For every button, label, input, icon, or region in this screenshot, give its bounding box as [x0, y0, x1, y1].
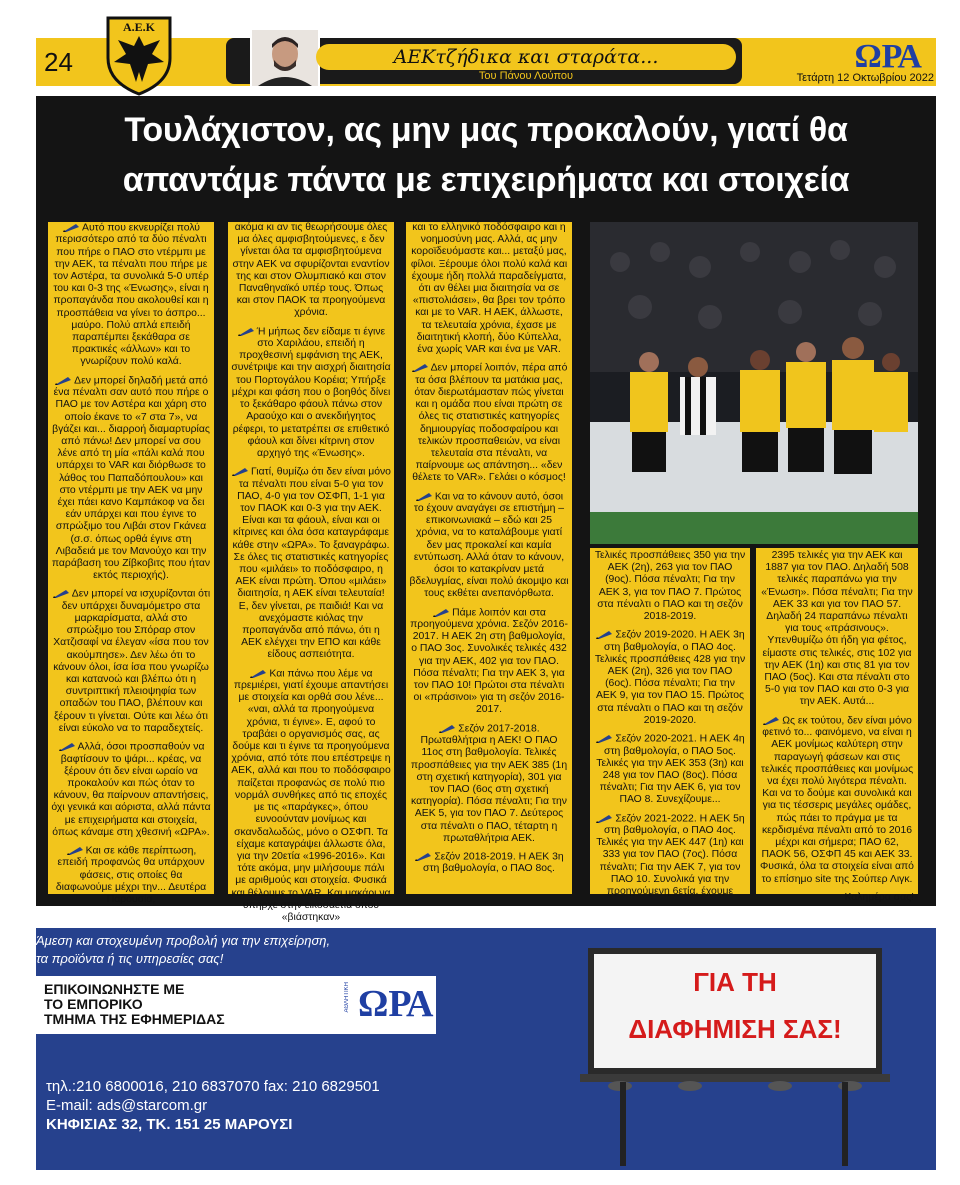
paragraph: Σεζόν 2021-2022. Η ΑΕΚ 5η στη βαθμολογία, ο ΠΑΟ 4ος. Τελικές για την ΑΕΚ 447 (1η) και 333 για τον ΠΑΟ (7ος). Πόσα πέναλτι; Για την ΑΕΚ 7, για τον ΠΑΟ 10. Συνολικά για την προηγούμενη 6ετία, έχουμε: [596, 812, 745, 898]
paragraph: Αλλά, όσοι προσπαθούν να βαφτίσουν το ψάρι... κρέας, να ξέρουν ότι δεν είναι ωραίο να προκαλούν και πώς όταν το κάνουν, θα παίρνουν απαντήσεις, όχι γενικά και αόριστα, αλλά πάντα με επιχειρήματα και στοιχεία, όπως κάναμε στη χθεσινή «ΩΡΑ».: [51, 741, 211, 838]
pen-icon: [414, 851, 432, 862]
article-column-4: [590, 548, 750, 898]
pen-icon: [62, 222, 80, 233]
ad-contact-details: [46, 1077, 380, 1134]
ad-slogan: [36, 932, 396, 968]
paragraph: Σεζόν 2017-2018. Πρωταθλήτρια η ΑΕΚ! Ο ΠΑΟ 11ος στη βαθμολογία. Τελικές προσπάθειες για την ΑΕΚ 385 (1η στη σχετική κατηγορία), 301 για τον ΠΑΟ (6ος στη σχετική κατηγορία). Πόσα πέναλτι; Για την ΑΕΚ 5, για τον ΠΑΟ 7. Δεύτερος στα πέναλτι ο ΠΑΟ, τέταρτη η πρωταθλήτρια ΑΕΚ.: [410, 722, 568, 844]
ad-contact-line-1: ΕΠΙΚΟΙΝΩΝΗΣΤΕ ΜΕ: [44, 981, 185, 997]
headline-line-2: απαντάμε πάντα με επιχειρήματα και στοιχεία: [122, 161, 850, 199]
pen-icon: [415, 491, 433, 502]
ad-address: ΚΗΦΙΣΙΑΣ 32, ΤΚ. 151 25 ΜΑΡΟΥΣΙ: [46, 1116, 293, 1133]
article-column-3: [406, 222, 572, 894]
pen-icon: [231, 466, 249, 477]
article-column-2: [228, 222, 394, 923]
headline-line-1: Τουλάχιστον, ας μην μας προκαλούν, γιατί θα: [124, 111, 848, 149]
pen-icon: [595, 813, 613, 824]
paragraph: Σεζόν 2020-2021. Η ΑΕΚ 4η στη βαθμολογία, ο ΠΑΟ 5ος. Τελικές για την ΑΕΚ 353 (3η) και 248 για τον ΠΑΟ (8ος). Πόσα πέναλτι; Για την ΑΕΚ 6, για τον ΠΑΟ 8. Συνεχίζουμε...: [596, 733, 745, 806]
ad-phone: τηλ.:210 6800016, 210 6837070 fax: 210 6829501: [46, 1078, 380, 1095]
newspaper-brand: ΩΡΑ: [854, 38, 922, 75]
billboard-line-1: ΓΙΑ ΤΗ: [693, 967, 777, 997]
column-title-box: [316, 44, 736, 70]
pen-icon: [54, 375, 72, 386]
paragraph: 2395 τελικές για την ΑΕΚ και 1887 για τον ΠΑΟ. Δηλαδή 508 τελικές παραπάνω για την «Ένωση». Πόσα πέναλτι; Για την ΑΕΚ 33 και για τον ΠΑΟ 57. Δηλαδή 24 παραπάνω πέναλτι για τους «πράσινους». Υπενθυμίζω ότι ήδη για φέτος, είμαστε στις τελικές, στις 102 για την ΑΕΚ (1η) και στις 81 για τον ΠΑΟ (5ος). Και στα πέναλτι στο 5-0 για τον ΠΑΟ και στο 0-3 για την ΑΕΚ. Αυτά...: [761, 550, 913, 708]
pen-icon: [762, 715, 780, 726]
ad-contact-box: [36, 976, 436, 1034]
paragraph: ακόμα κι αν τις θεωρήσουμε όλες μα όλες αμφισβητούμενες, ε δεν γίνεται όλα τα αμφισβητούμενα στην ΑΕΚ να σφυρίζονται εναντίον της και στον Ολυμπιακό και στον Παναθηναϊκό υπέρ τους. Όπως και στον ΠΑΟΚ τα προηγούμενα χρόνια.: [232, 222, 390, 319]
paragraph: και το ελληνικό ποδόσφαιρο και η νοημοσύνη μας. Αλλά, ας μην κοροϊδευόμαστε και... μεταξύ μας, φίλοι. Ξέρουμε όλοι πολύ καλά και έχουμε ήδη πολλά παραδείγματα, ότι αν θέλει μια διαιτησία να σε «πιστολιάσει», θα βρει τον τρόπο και με το VAR. Η ΑΕΚ, άλλωστε, τα τελευταία χρόνια, έχασε με διαιτητική κλοπή, δύο Κύπελλα, ένα χωρίς VAR και ένα με VAR.: [410, 222, 568, 356]
paragraph: Γιατί, θυμίζω ότι δεν είναι μόνο τα πέναλτι που είναι 5-0 για τον ΠΑΟ, 4-0 για τον ΟΣΦΠ, 1-1 για τον ΠΑΟΚ και 0-3 για την ΑΕΚ. Είναι και τα φάουλ, είναι και οι κίτρινες και όλα όσα καταγράφαμε κάθε στην «ΩΡΑ». Το ξαναγράφω. Σε όλες τις στατιστικές κατηγορίες που «μιλάει» το ποδόσφαιρο, η ΑΕΚ είναι πρώτη. Όπου «μιλάει» διαιτησία, η ΑΕΚ είναι τελευταία! Ε, δεν γίνεται, ρε παιδιά! Και να ανεχόμαστε κιόλας την προπαγάνδα από πάνω, ότι η ΑΕΚ ελέγχει την ΕΠΟ και κάθε είδους ασπειότητα.: [232, 466, 391, 661]
ad-email: E-mail: ads@starcom.gr: [46, 1097, 208, 1114]
article-column-1: [48, 222, 214, 906]
article-column-5: [756, 548, 918, 903]
billboard: [580, 946, 890, 1166]
pen-icon: [595, 733, 613, 744]
pen-icon: [58, 741, 76, 752]
pen-icon: [237, 326, 255, 337]
paragraph: Τελικές προσπάθειες 350 για την ΑΕΚ (2η), 263 για τον ΠΑΟ (9ος). Πόσα πέναλτι; Για την ΑΕΚ 3, για τον ΠΑΟ 7. Πρώτος στα πέναλτι ο ΠΑΟ και τη σεζόν 2018-2019.: [594, 550, 746, 623]
aek-logo-icon: [104, 14, 174, 96]
ad-contact: [44, 982, 225, 1027]
ad-contact-line-3: ΤΜΗΜΑ ΤΗΣ ΕΦΗΜΕΡΙΔΑΣ: [44, 1011, 225, 1027]
ad-brand: ΩΡΑ: [358, 983, 434, 1025]
pen-icon: [411, 362, 429, 373]
pen-icon: [432, 607, 450, 618]
ad-slogan-line-1: Άμεση και στοχευμένη προβολή για την επιχείρηση,: [36, 933, 331, 948]
paragraph: Σεζόν 2019-2020. Η ΑΕΚ 3η στη βαθμολογία, ο ΠΑΟ 4ος. Τελικές προσπάθειες 428 για την ΑΕΚ (2η), 326 για τον ΠΑΟ (6ος). Πόσα πέναλτι; Για την ΑΕΚ 9, για τον ΠΑΟ 15. Πρώτος στα πέναλτι ο ΠΑΟ και τη σεζόν 2019-2020.: [594, 629, 746, 726]
paragraph: Και να το κάνουν αυτό, όσοι το έχουν αναγάγει σε επιστήμη – επικοινωνιακά – εδώ και 25 χρόνια, να το καταλάβουμε γιατί δεν μας προκαλεί και καμία εντύπωση. Αλλά όταν το κάνουν, όσοι το κατακρίναν μετά βδελυγμίας, είναι πολύ άκομψο και τους εκθέτει ανεπανόρθωτα.: [409, 490, 569, 600]
paragraph: Και σε κάθε περίπτωση, επειδή προφανώς θα υπάρχουν φάσεις, στις οποίες θα διαφωνούμε μέχρι την... Δευτέρα Παρουσία,: [55, 845, 207, 906]
pen-icon: [52, 588, 70, 599]
logo-text: Α.Ε.Κ: [122, 20, 156, 34]
paragraph: Ή μήπως δεν είδαμε τι έγινε στο Χαριλάου, επειδή η προχθεσινή εμφάνιση της ΑΕΚ, συνέτριψε και την αισχρή διαιτησία του Πορτογάλου Κορέια; Υπήρξε μέχρι και φάση που ο βοηθός δίνει το ξεκάθαρο φάουλ πάνω στον Αραούχο και ο ανεκδιήγητος ρέφερι, το μετατρέπει σε επιθετικό φάουλ και δίνει κίτρινη στον αρχηγό της «Ένωσης».: [231, 325, 391, 459]
paragraph: Δεν μπορεί δηλαδή μετά από ένα πέναλτι σαν αυτό που πήρε ο ΠΑΟ με τον Αστέρα και χάρη στο οποίο έκανε το «7 στα 7», να βγάζει και... διαρροή διαμαρτυρίας από πάνω! Δεν μπορεί να σου λένε από τη μία «πάλι καλά που υπάρχει το VAR και διόρθωσε το λάθος του Παπαδόπουλου» και στο ντέρμπι με την ΑΕΚ να μην έχει πάει κανο Καμπάκοφ να δει εάν υπάρχει και που έγινε το σπρώξιμο του Λιβάι στον Γκάνεα (σ.σ. όπως ορθά έγινε στη Λιβαδειά με τον Μανούχο και την παράβαση του Ζίβκοβιτς που ήταν εκτός περιοχής).: [51, 374, 211, 582]
ad-contact-line-2: ΤΟ ΕΜΠΟΡΙΚΟ: [44, 996, 143, 1012]
match-photo: [590, 222, 918, 544]
pen-icon: [595, 629, 613, 640]
paragraph: Δεν μπορεί λοιπόν, πέρα από τα όσα βλέπουν τα ματάκια μας, όταν διερωτάμασταν πώς γίνεται και η ομάδα που είναι πρώτη σε όλες τις στατιστικές κατηγορίες δημιουργίας ποδοσφαίρου και τελικών προσπαθειών, να είναι τελευταία στα πέναλτι, να παίρνουμε ως απάντηση... «δεν θέλετε το VAR». Γελάει ο κόσμος!: [412, 362, 568, 484]
ad-slogan-line-2: τα προϊόντα ή τις υπηρεσίες σας!: [36, 951, 224, 966]
headline-banner: [36, 96, 936, 210]
page-number: 24: [44, 47, 73, 77]
paragraph: Αυτό που εκνευρίζει πολύ περισσότερο από τα δύο πέναλτι που πήρε ο ΠΑΟ στο ντέρμπι με την ΑΕΚ, τα πέναλτι που πήρε με τον Αστέρα, τα συνολικά 5-0 υπέρ του και 0-3 της «Ένωσης», είναι η προπαγάνδα που ακολουθεί και η προσπάθεια να γίνει το άσπρο... μαύρο. Πολύ απλά επειδή παραπέμπει ξεκάθαρα σε πρακτικές «άλλων» και το γνωρίζουν πολύ καλά.: [53, 222, 209, 368]
byline: Του Πάνου Λούπου: [478, 70, 574, 82]
billboard-line-2: ΔΙΑΦΗΜΙΣΗ ΣΑΣ!: [628, 1014, 842, 1044]
paragraph: Σεζόν 2018-2019. Η ΑΕΚ 3η στη βαθμολογία, ο ΠΑΟ 8ος.: [423, 851, 564, 875]
paragraph: Και πάνω που λέμε να πρεμιέρει, γιατί έχουμε απαντήσει με στοιχεία και ορθά σου λένε... «ναι, αλλά τα προηγούμενα χρόνια, τι έγινε». Ε, αφού το τραβάει ο οργανισμός σας, ας δούμε και τι έγινε τα προηγούμενα χρόνια, από τότε που επέστρεψε η ΑΕΚ, αλλά και που το ποδόσφαιρο παίζεται προφανώς σε πολύ πιο νορμάλ συνθήκες από τις εποχές με τις «παράγκες», όπου ευνοούνταν μονίμως και σκανδαλωδώς, μόνο ο ΟΣΦΠ. Τα είχαμε καταγράψει άλλωστε όλα, για την 20ετία «1996-2016». Και τότε ακόμα, μην μιλήσουμε πάλι με αριθμούς και στοιχεία. Φυσικά και θέλουμε το VAR. Και μακάρι να υπήρχε στην εικοσαετία όπου «βιάστηκαν»: [231, 667, 391, 923]
issue-date: Τετάρτη 12 Οκτωβρίου 2022: [796, 72, 934, 84]
author-photo: [250, 28, 320, 88]
pen-icon: [249, 668, 267, 679]
sign-off: Καλημέρα σας!: [844, 891, 914, 903]
pen-icon: [66, 845, 84, 856]
paragraph: Ως εκ τούτου, δεν είναι μόνο φετινό το... φαινόμενο, να είναι η ΑΕΚ μονίμως καλύτερη στην παραγωγή φάσεων και στις τελικές προσπάθειες και μονίμως να έχει πολύ λιγότερα πέναλτι. Και να το δούμε και συνολικά και για τις τέσσερις μεγάλες ομάδες, πώς πάει το πράγμα με τα κερδισμένα πέναλτι από το 2016 μέχρι και σήμερα; ΠΑΟ 62, ΠΑΟΚ 56, ΟΣΦΠ 45 και ΑΕΚ 33. Φυσικά, όλα τα στοιχεία είναι από το επίσημο site της Σούπερ Λιγκ.: [760, 714, 914, 885]
paragraph: Πάμε λοιπόν και στα προηγούμενα χρόνια. Σεζόν 2016-2017. Η ΑΕΚ 2η στη βαθμολογία, ο ΠΑΟ 3ος. Συνολικές τελικές 432 για την ΑΕΚ, 402 για τον ΠΑΟ. Πόσα πέναλτι; Για την ΑΕΚ 3, για τον ΠΑΟ 10! Πρώτοι στα πέναλτι οι «πράσινοι» για τη σεζόν 2016-2017.: [410, 606, 568, 716]
ad-brand-small: ΑΘΛΗΤΙΚΗ: [344, 982, 350, 1013]
paragraph: Δεν μπορεί να ισχυρίζονται ότι δεν υπάρχει δυναμόμετρο στα μαρκαρίσματα, αλλά στο σπρώξιμο του Σπόραρ στον Χατζισαφί να έλεγαν «ίσα που τον ακούμπησε». Δεν λέω ότι το κάνουν όλοι, ίσα ίσα που γνωρίζω και κατανοώ και βλέπω ότι η συντριπτική πλειοψηφία των οπαδών του ΠΑΟ, βλέπουν και ξέρουν τι γίνεται. Ούτε και λέω ότι είναι εύκολο να το παραδεχτείς.: [53, 588, 211, 734]
pen-icon: [438, 723, 456, 734]
column-title: ΑΕΚτζήδικα και σταράτα...: [393, 46, 659, 68]
